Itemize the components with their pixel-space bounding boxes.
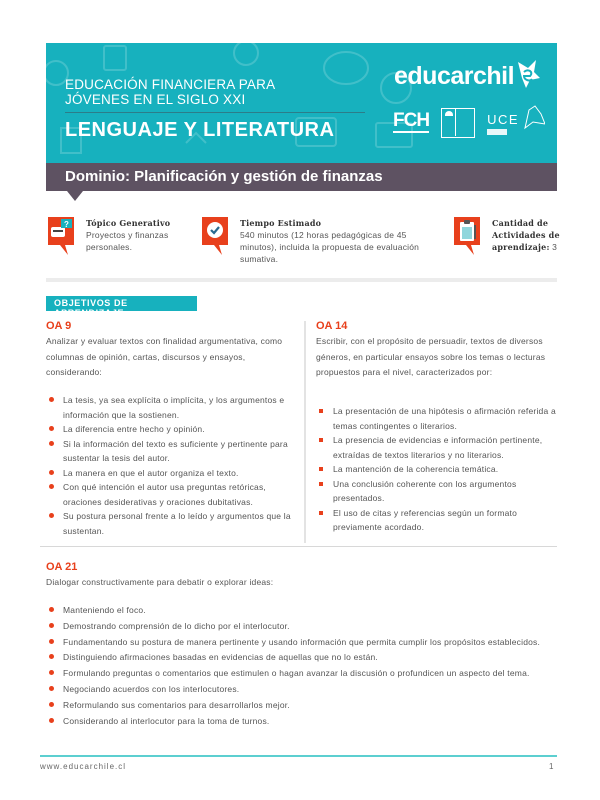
topic-label: Tópico Generativo (86, 218, 171, 228)
oa14-title: OA 14 (316, 320, 348, 332)
list-item (46, 619, 561, 635)
list-item-text: Distinguiendo afirmaciones basadas en evidencias de aquellas que no lo están. (63, 652, 378, 663)
list-item-text: Fundamentando su postura de manera pertinente y usando información que permita cumplir los propósitos establecidos. (63, 636, 541, 647)
list-item-text: Si la información del texto es suficiente y pertinente para sustentar la tesis del autor. (63, 438, 288, 463)
list-item (46, 650, 561, 666)
bullet-icon (49, 686, 54, 691)
bullet-icon (319, 438, 323, 442)
oa14-intro: Escribir, con el propósito de persuadir, textos de diversos géneros, en particular ensayos sobre los temas o lecturas propuestos para el nivel, caracterizados por: (316, 336, 546, 377)
page-title: LENGUAJE Y LITERATURA (65, 119, 335, 141)
list-item-text: Reformulando sus comentarios para desarrollarlos mejor. (63, 699, 290, 710)
bullet-icon (49, 623, 54, 628)
uce-star-icon (521, 104, 545, 130)
section-divider (40, 546, 557, 547)
bullet-icon (49, 470, 54, 475)
list-item (316, 477, 561, 506)
list-item (46, 714, 561, 730)
partner-logos (393, 108, 545, 138)
oa9-title: OA 9 (46, 320, 72, 332)
info-topic (48, 217, 196, 255)
list-item (316, 506, 561, 535)
list-item-text: El uso de citas y referencias según un formato previamente acordado. (333, 507, 518, 532)
column-divider (304, 321, 306, 543)
footer-rule (40, 755, 557, 757)
list-item-text: Manteniendo el foco. (63, 605, 146, 615)
info-row (46, 217, 560, 277)
list-item (46, 422, 301, 437)
info-time (202, 217, 435, 265)
info-divider (46, 278, 557, 282)
time-text: 540 minutos (12 horas pedagógicas de 45 minutos), incluida la propuesta de evaluación sumativa. (240, 230, 420, 264)
subtitle-line-1: EDUCACIÓN FINANCIERA PARA (65, 77, 276, 92)
list-item-text: Demostrando comprensión de lo dicho por el interlocutor. (63, 620, 290, 631)
uce-logo-text: UCE (487, 111, 520, 127)
domain-bar: Dominio: Planificación y gestión de finanzas (46, 163, 557, 191)
activities-label: Cantidad de Actividades de aprendizaje: (492, 218, 560, 252)
bullet-icon (49, 513, 54, 518)
oa21-list (46, 603, 561, 729)
clipboard-icon (454, 217, 480, 255)
list-item (316, 462, 561, 477)
list-item (46, 682, 561, 698)
list-item-text: Considerando al interlocutor para la toma de turnos. (63, 715, 270, 726)
bullet-icon (319, 409, 323, 413)
list-item (46, 509, 301, 538)
bullet-icon (49, 426, 54, 431)
section-badge-objetivos: OBJETIVOS DE APRENDIZAJE (46, 296, 197, 311)
oa9-list (46, 393, 301, 538)
list-item (316, 404, 561, 433)
list-item (46, 603, 561, 619)
list-item-text: La presentación de una hipótesis o afirmación referida a temas contingentes o literarios. (333, 406, 556, 431)
list-item-text: La manera en que el autor organiza el texto. (63, 467, 239, 478)
fch-logo-text: FCH (393, 110, 430, 131)
chat-card-icon (48, 217, 74, 255)
list-item-text: La mantención de la coherencia temática. (333, 464, 499, 474)
domain-pointer (67, 191, 83, 201)
list-item-text: Con qué intención el autor usa preguntas retóricas, oraciones desiderativas y oraciones dubitativas. (63, 482, 266, 507)
list-item-text: Formulando preguntas o comentarios que estimulen o hagan avanzar la discusión o profundicen un aspecto del tema. (63, 668, 530, 679)
list-item-text: La presencia de evidencias e información pertinente, extraídas de textos literarios y no literarios. (333, 435, 543, 460)
list-item (46, 466, 301, 481)
bullet-icon (49, 441, 54, 446)
list-item-text: La diferencia entre hecho y opinión. (63, 424, 205, 434)
list-item-text: Negociando acuerdos con los interlocutores. (63, 683, 240, 694)
educarchile-logo-text: educarchil (394, 62, 515, 90)
gobierno-logo (441, 108, 475, 138)
svg-text:?: ? (64, 220, 69, 229)
list-item (46, 480, 301, 509)
bullet-icon (49, 607, 54, 612)
oa9-intro: Analizar y evaluar textos con finalidad argumentativa, como columnas de opinión, cartas, discursos y ensayos, considerando: (46, 336, 283, 377)
activities-count: 3 (552, 242, 558, 252)
bullet-icon (49, 670, 54, 675)
list-item (46, 666, 561, 682)
bullet-icon (319, 467, 323, 471)
page-number: 1 (549, 762, 554, 771)
educarchile-e-star-icon (514, 58, 540, 88)
bullet-icon (49, 484, 54, 489)
list-item (46, 437, 301, 466)
list-item-text: Una conclusión coherente con los argumentos presentados. (333, 478, 517, 503)
bullet-icon (49, 702, 54, 707)
oa21-intro: Dialogar constructivamente para debatir o explorar ideas: (46, 577, 274, 587)
bullet-icon (49, 639, 54, 644)
list-item-text: La tesis, ya sea explícita o implícita, y los argumentos e información que la sostienen. (63, 395, 285, 420)
oa14-list (316, 404, 561, 535)
footer-url[interactable]: www.educarchile.cl (40, 762, 127, 771)
time-label: Tiempo Estimado (240, 218, 322, 228)
oa21-title: OA 21 (46, 561, 78, 573)
list-item (46, 635, 561, 651)
bullet-icon (49, 397, 54, 402)
bullet-icon (49, 718, 54, 723)
list-item (46, 393, 301, 422)
list-item (316, 433, 561, 462)
educarchile-logo (394, 58, 540, 91)
subtitle-line-2: JÓVENES EN EL SIGLO XXI (65, 92, 246, 107)
fch-logo (393, 112, 429, 134)
list-item (46, 698, 561, 714)
topic-text: Proyectos y finanzas personales. (86, 230, 169, 252)
list-item-text: Su postura personal frente a lo leído y argumentos que la sustentan. (63, 511, 291, 536)
info-activities (454, 217, 567, 255)
bullet-icon (319, 511, 323, 515)
bullet-icon (49, 654, 54, 659)
uce-logo (487, 112, 519, 135)
bullet-icon (319, 482, 323, 486)
clock-check-icon (202, 217, 228, 255)
header-rule (65, 112, 365, 113)
series-subtitle (65, 77, 355, 107)
